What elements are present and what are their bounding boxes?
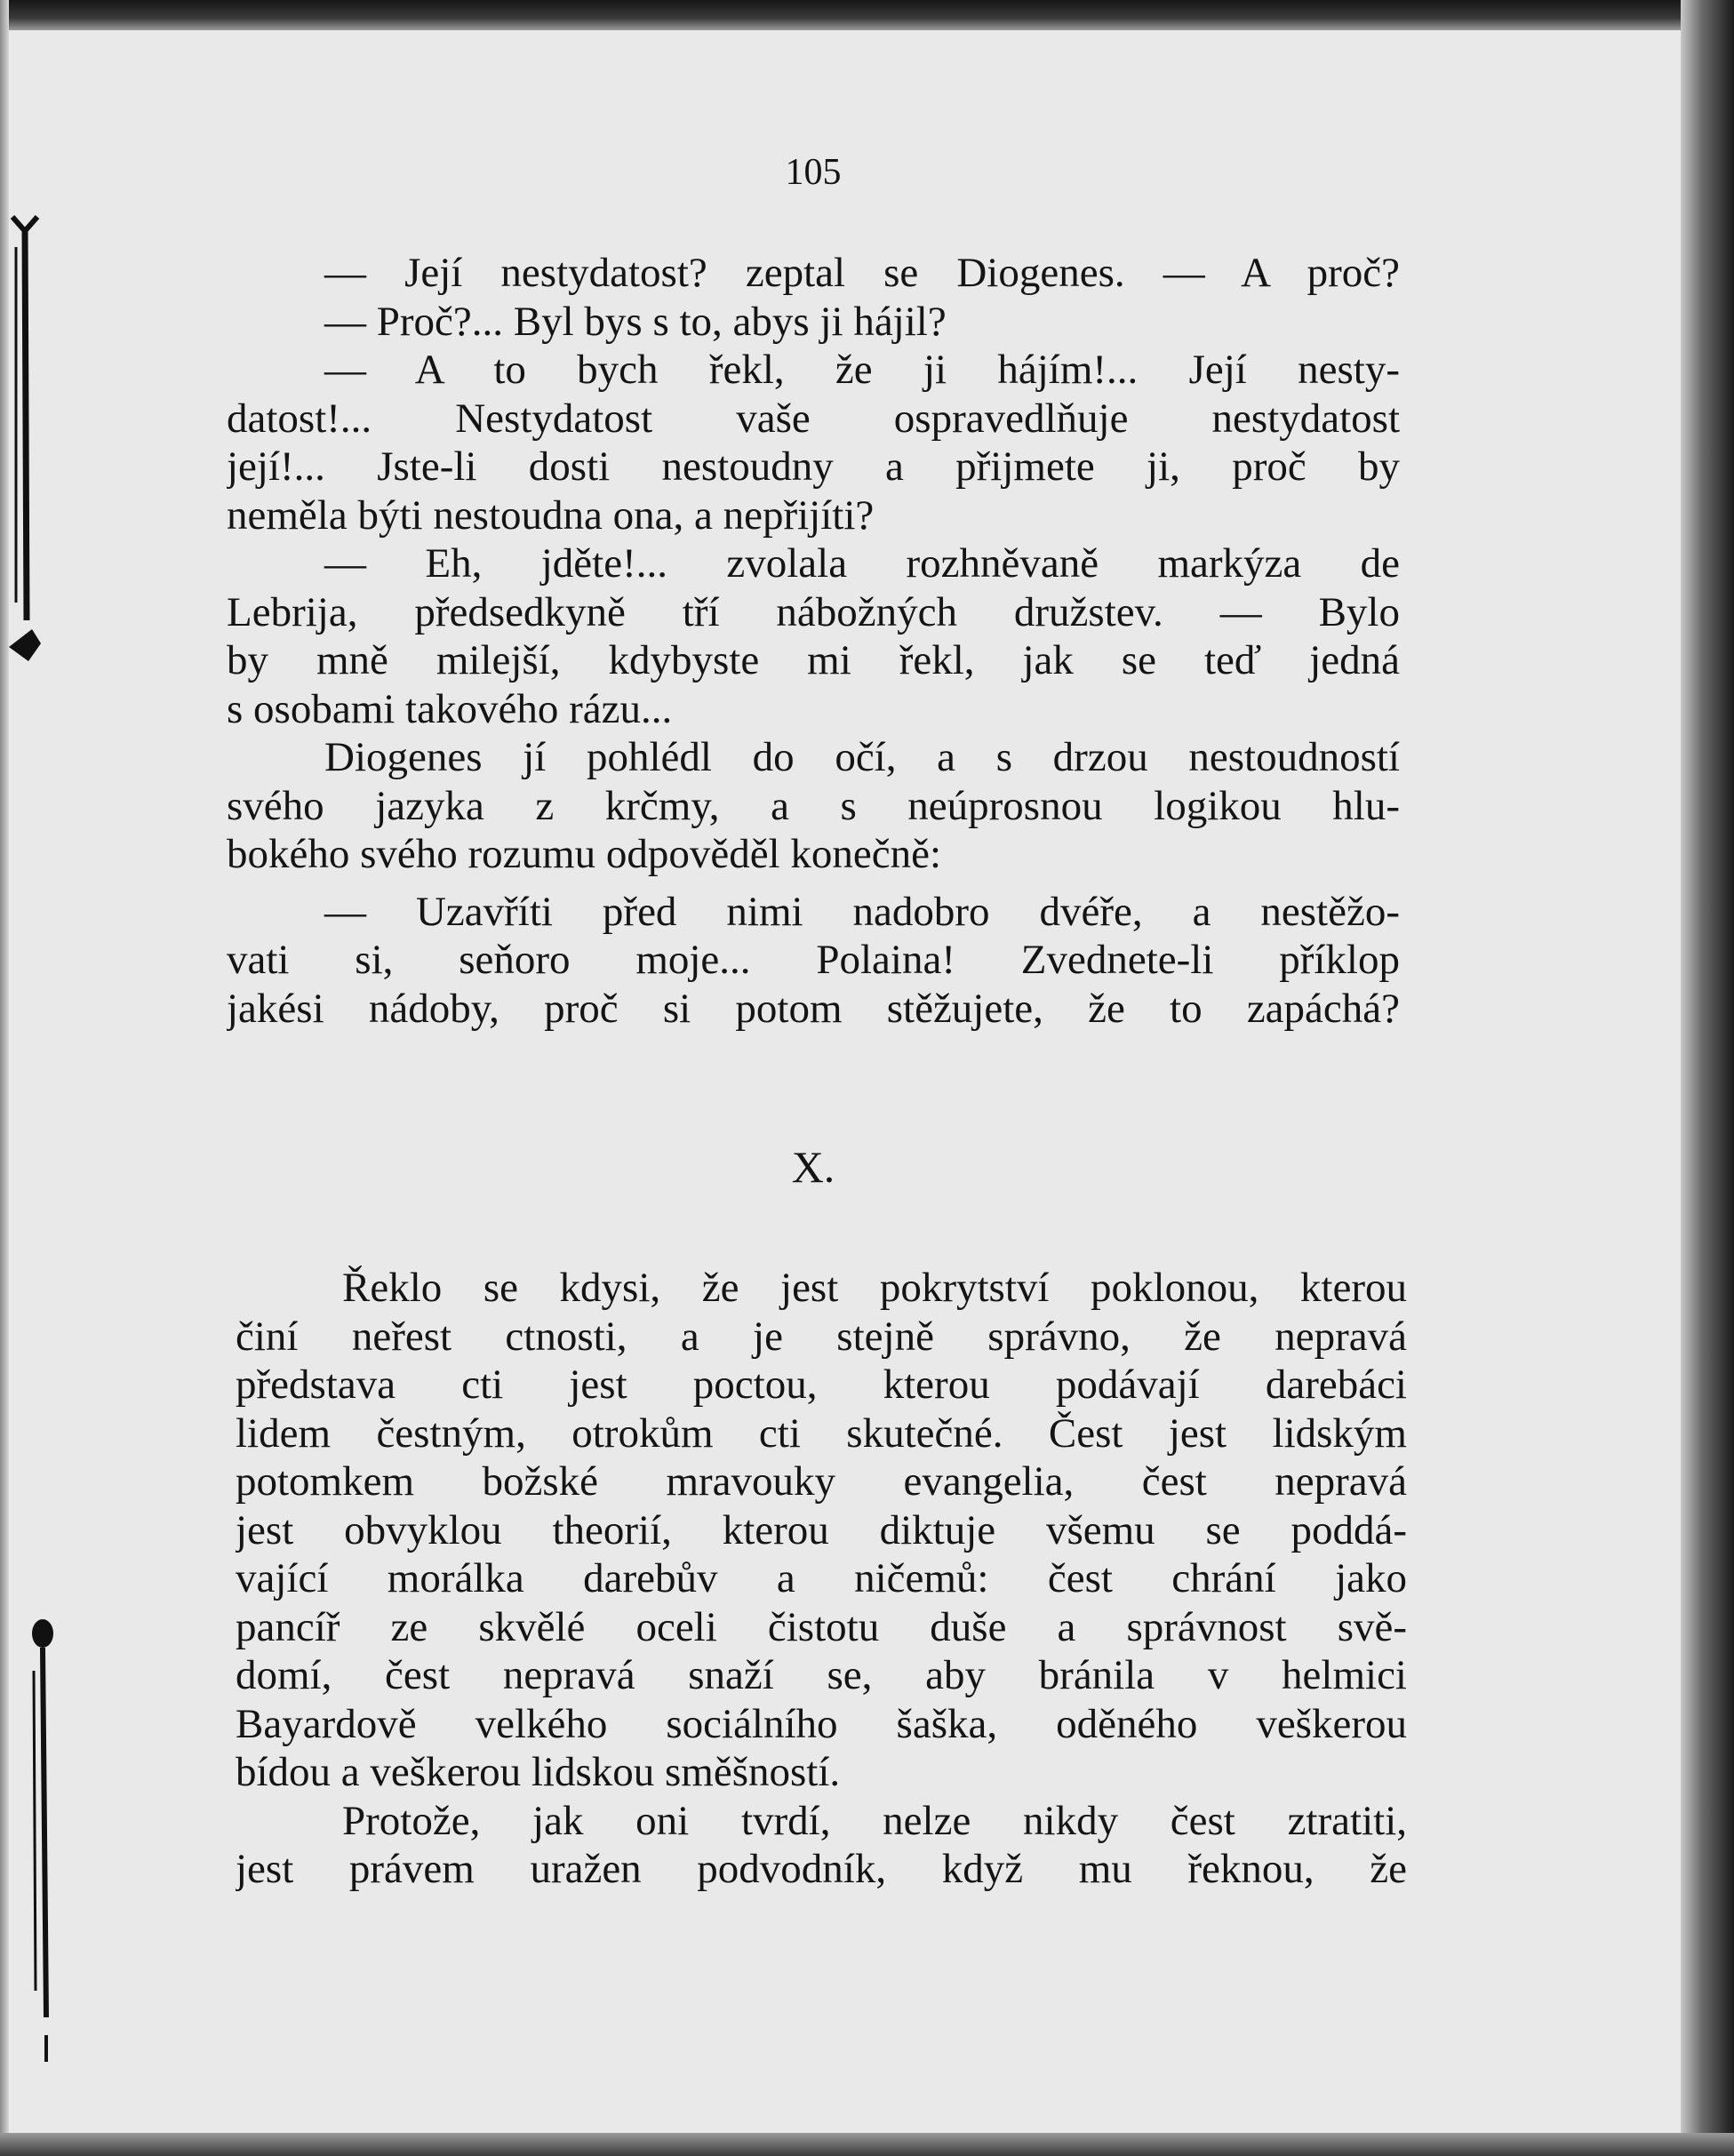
text-line: lidem čestným, otrokům cti skutečné. Čest jest lidským bbox=[236, 1409, 1407, 1457]
text-line: — A to bych řekl, že ji hájím!... Její nesty- bbox=[324, 347, 1400, 393]
text-line: Bayardově velkého sociálního šaška, oděného veškerou bbox=[236, 1700, 1407, 1747]
text-line: — Proč?... Byl bys s to, abys ji hájil? bbox=[324, 298, 947, 345]
text-line: jakési nádoby, proč si potom stěžujete, že to zapáchá? bbox=[227, 985, 1400, 1032]
text-line: potomkem božské mravouky evangelia, čest nepravá bbox=[236, 1458, 1407, 1505]
text-line: její!... Jste-li dosti nestoudny a přijmete ji, proč by bbox=[227, 443, 1400, 490]
text-line: bídou a veškerou lidskou směšností. bbox=[236, 1749, 841, 1795]
text-line: vati si, seňoro moje... Polaina! Zvednete-li příklop bbox=[227, 937, 1400, 983]
text-line: činí neřest ctnosti, a je stejně správno, že nepravá bbox=[236, 1313, 1407, 1360]
text-line: Diogenes jí pohlédl do očí, a s drzou nestoudností bbox=[324, 734, 1400, 780]
text-line: bokého svého rozumu odpověděl konečně: bbox=[227, 831, 942, 877]
scan-border-right bbox=[1681, 0, 1734, 2156]
text-line: neměla býti nestoudna ona, a nepřijíti? bbox=[227, 491, 875, 539]
text-line: pancíř ze skvělé oceli čistotu duše a správnost svě- bbox=[236, 1603, 1407, 1650]
text-line: Lebrija, předsedkyně tří nábožných družstev. — Bylo bbox=[227, 588, 1400, 635]
text-line: — Uzavříti před nimi nadobro dvéře, a nestěžo- bbox=[324, 888, 1400, 935]
text-line: vající morálka darebův a ničemů: čest chrání jako bbox=[236, 1555, 1407, 1601]
text-line: svého jazyka z krčmy, a s neúprosnou logikou hlu- bbox=[227, 782, 1400, 829]
margin-bracket-lower bbox=[27, 1617, 62, 2080]
text-line: datost!... Nestydatost vaše ospravedlňuje nestydatost bbox=[227, 395, 1400, 442]
text-line: — Její nestydatost? zeptal se Diogenes. — A proč? bbox=[324, 250, 1400, 296]
margin-bracket-upper bbox=[5, 212, 59, 674]
dialogue-block bbox=[227, 249, 1400, 1033]
text-line: Řeklo se kdysi, že jest pokrytství poklonou, kterou bbox=[342, 1265, 1407, 1311]
scan-border-bottom bbox=[0, 2133, 1734, 2156]
text-line: by mně milejší, kdybyste mi řekl, jak se teď jedná bbox=[227, 637, 1400, 683]
text-line: — Eh, jděte!... zvolala rozhněvaně markýza de bbox=[324, 540, 1400, 587]
page-number: 105 bbox=[785, 152, 842, 193]
text-line: domí, čest nepravá snaží se, aby bránila v helmici bbox=[236, 1652, 1407, 1698]
text-line: jest obvyklou theorií, kterou diktuje všemu se poddá- bbox=[236, 1506, 1407, 1553]
text-line: Protože, jak oni tvrdí, nelze nikdy čest ztratiti, bbox=[342, 1797, 1407, 1844]
text-line: představa cti jest poctou, kterou podávají darebáci bbox=[236, 1361, 1407, 1408]
text-line: jest právem uražen podvodník, když mu řeknou, že bbox=[236, 1846, 1407, 1892]
text-line: s osobami takového rázu... bbox=[227, 685, 673, 732]
chapter-heading: X. bbox=[791, 1142, 835, 1192]
section-block bbox=[236, 1264, 1407, 1894]
scan-border-top bbox=[0, 0, 1734, 30]
